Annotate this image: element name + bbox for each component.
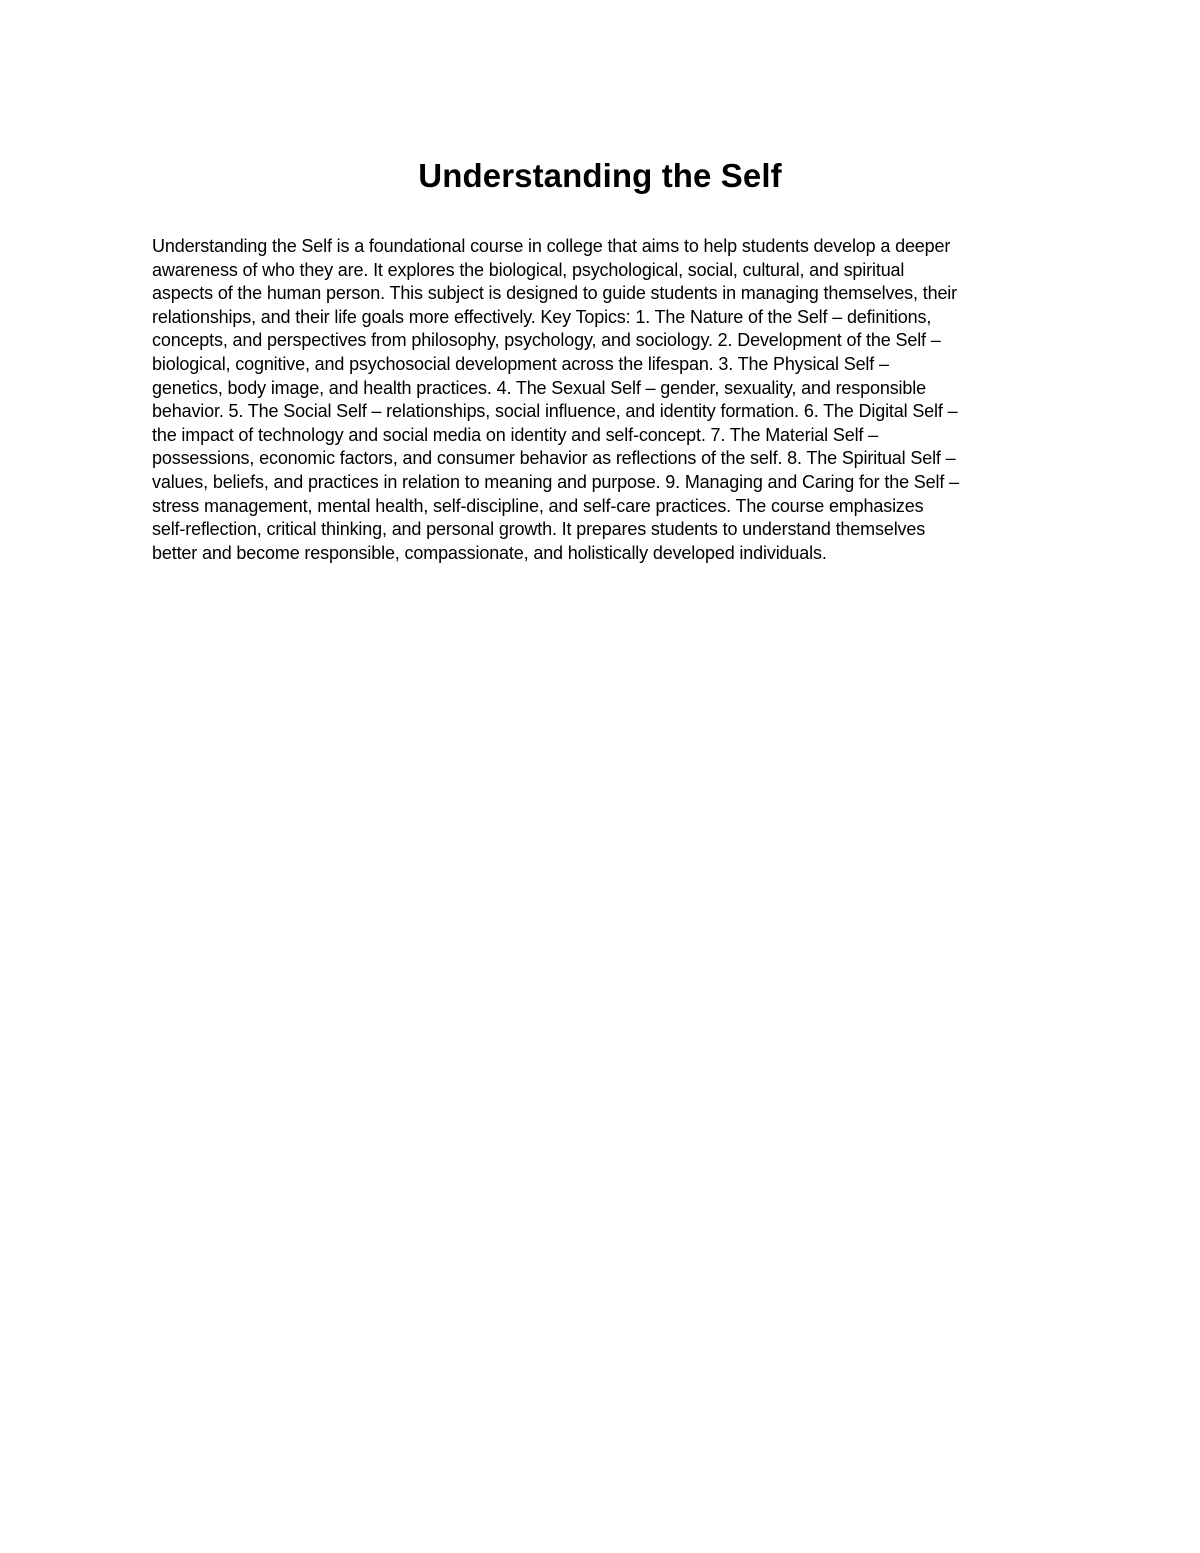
body-line: stress management, mental health, self-discipline, and self-care practices. The course emphasizes [152,495,924,516]
document-title: Understanding the Self [418,157,782,194]
body-line: biological, cognitive, and psychosocial development across the lifespan. 3. The Physical Self – [152,353,889,374]
body-line: genetics, body image, and health practices. 4. The Sexual Self – gender, sexuality, and responsible [152,377,926,398]
body-line: awareness of who they are. It explores the biological, psychological, social, cultural, and spiritual [152,259,905,280]
body-line: self-reflection, critical thinking, and personal growth. It prepares students to understand themselves [152,519,926,540]
body-line: concepts, and perspectives from philosophy, psychology, and sociology. 2. Development of the Self – [152,330,941,351]
body-line: possessions, economic factors, and consumer behavior as reflections of the self. 8. The Spiritual Self – [152,448,956,469]
body-line: relationships, and their life goals more effectively. Key Topics: 1. The Nature of the Self – definitions, [152,306,932,327]
document-body [152,235,1052,565]
body-line: behavior. 5. The Social Self – relationships, social influence, and identity formation. 6. The Digital Self – [152,401,958,422]
body-line: values, beliefs, and practices in relation to meaning and purpose. 9. Managing and Caring for the Self – [152,471,959,492]
body-line: better and become responsible, compassionate, and holistically developed individuals. [152,542,827,563]
body-line: Understanding the Self is a foundational course in college that aims to help students develop a deeper [152,236,951,256]
body-line: the impact of technology and social media on identity and self-concept. 7. The Material Self – [152,424,878,445]
body-line: aspects of the human person. This subject is designed to guide students in managing themselves, their [152,283,958,304]
